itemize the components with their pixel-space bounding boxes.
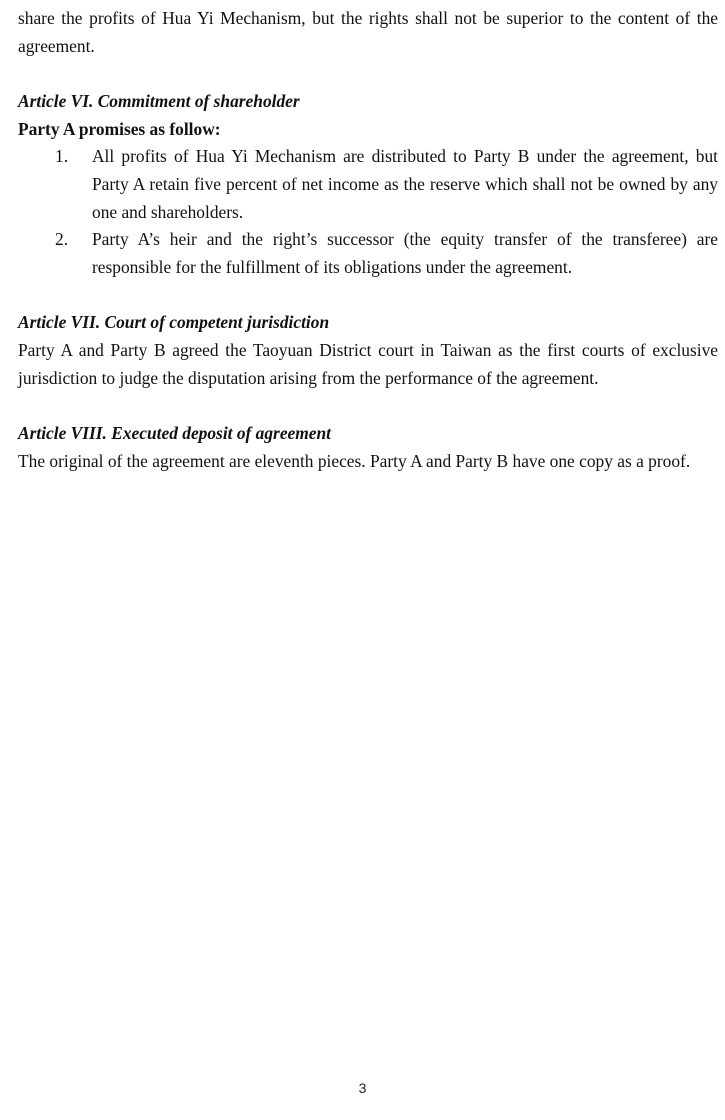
article-vi-list: [18, 143, 718, 281]
article-vi-intro: Party A promises as follow:: [18, 118, 221, 139]
paragraph-spacer: [18, 281, 718, 309]
paragraph-spacer: [18, 392, 718, 420]
article-vii-body: Party A and Party B agreed the Taoyuan District court in Taiwan as the first courts of exclusive jurisdiction to judge the disputation arising from the performance of the agreement.: [18, 339, 718, 388]
list-item: [18, 143, 718, 226]
list-item-text: Party A’s heir and the right’s successor (the equity transfer of the transferee) are responsible for the fulfillment of its obligations under the agreement.: [92, 229, 718, 277]
article-vi-heading: Article VI. Commitment of shareholder: [18, 91, 300, 112]
article-vii-section: [18, 309, 718, 392]
list-item-number: 2.: [55, 229, 69, 250]
list-item: [18, 226, 718, 281]
article-vi-section: [18, 88, 718, 281]
list-item-text: All profits of Hua Yi Mechanism are distributed to Party B under the agreement, but Party A retain five percent of net income as the reserve which shall not be owned by any one and shareholders.: [92, 146, 718, 222]
article-vii-heading: Article VII. Court of competent jurisdiction: [18, 312, 330, 333]
list-item-number: 1.: [55, 146, 69, 167]
article-viii-heading: Article VIII. Executed deposit of agreement: [18, 423, 332, 444]
continuation-paragraph: share the profits of Hua Yi Mechanism, but the rights shall not be superior to the content of the agreement.: [18, 8, 718, 56]
paragraph-spacer: [18, 60, 718, 88]
article-viii-section: [18, 420, 718, 475]
page-number: 3: [358, 1080, 367, 1096]
document-body: [18, 5, 718, 475]
article-viii-body: The original of the agreement are eleventh pieces. Party A and Party B have one copy as a proof.: [18, 450, 691, 471]
